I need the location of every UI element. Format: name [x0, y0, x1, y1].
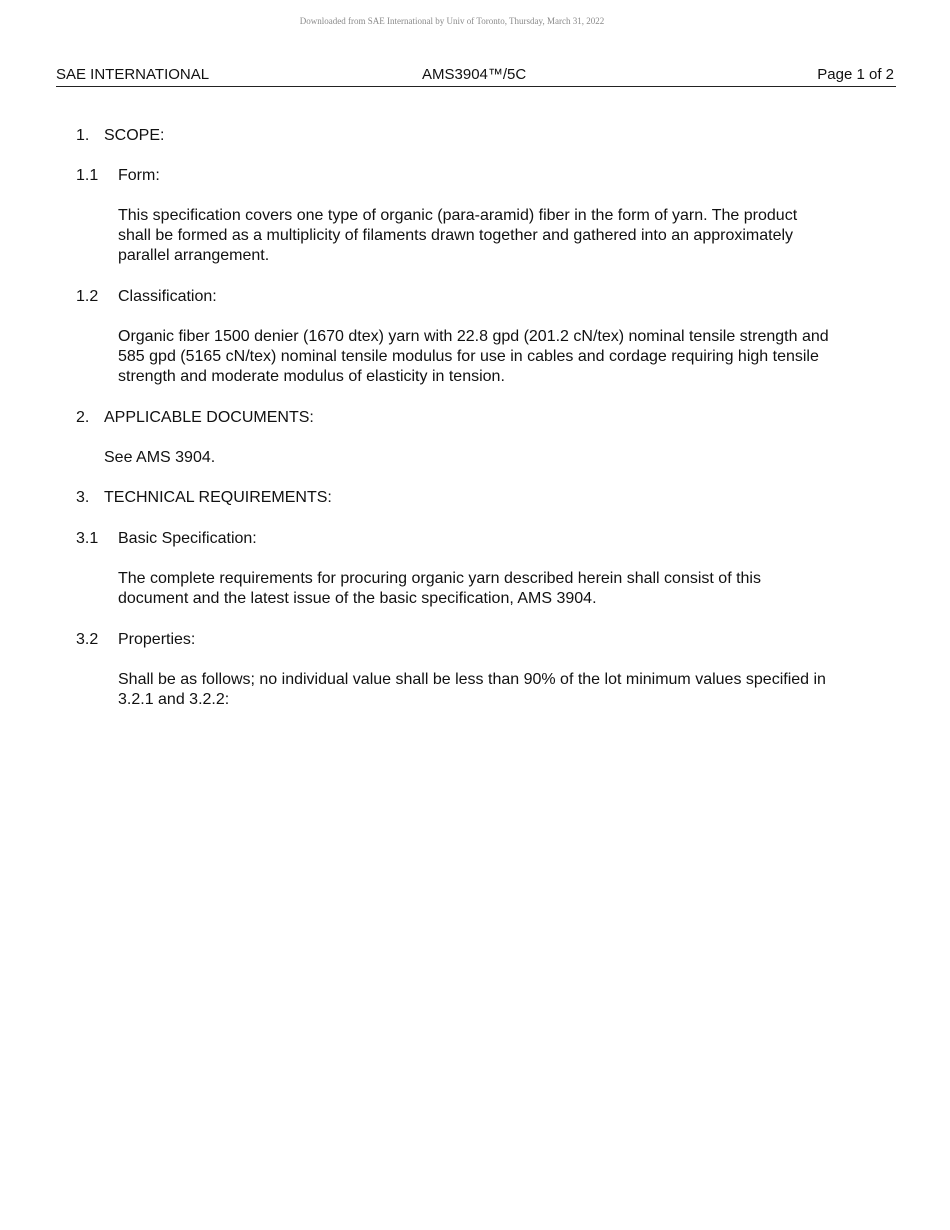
subsection-heading — [76, 166, 876, 186]
paragraph-line: See AMS 3904. — [104, 449, 216, 466]
section-number: 2. — [76, 409, 90, 426]
subsection-title: Classification: — [118, 288, 217, 305]
subsection-number: 1.1 — [76, 167, 99, 184]
section-heading — [76, 488, 876, 508]
header-organization: SAE INTERNATIONAL — [56, 66, 210, 83]
paragraph-line: parallel arrangement. — [118, 247, 270, 264]
header-page-number: Page 1 of 2 — [817, 66, 894, 83]
basic-specification-paragraph — [118, 569, 878, 609]
paragraph-line: document and the latest issue of the basic specification, AMS 3904. — [118, 590, 597, 607]
section-title: SCOPE: — [104, 127, 165, 144]
subsection-heading — [76, 630, 876, 650]
subsection-title: Form: — [118, 167, 160, 184]
subsection-heading — [76, 287, 876, 307]
paragraph-line: strength and moderate modulus of elasticity in tension. — [118, 368, 505, 385]
header-document-id: AMS3904™/5C — [422, 66, 527, 83]
form-paragraph — [118, 206, 878, 266]
paragraph-line: Shall be as follows; no individual value shall be less than 90% of the lot minimum values specified in — [118, 671, 826, 688]
applicable-documents-paragraph — [104, 448, 864, 468]
paragraph-line: The complete requirements for procuring organic yarn described herein shall consist of this — [118, 570, 761, 587]
subsection-title: Properties: — [118, 631, 196, 648]
document-body — [76, 126, 876, 710]
section-heading — [76, 126, 876, 146]
section-title: APPLICABLE DOCUMENTS: — [104, 409, 314, 426]
classification-paragraph — [118, 327, 878, 387]
download-watermark: Downloaded from SAE International by Univ of Toronto, Thursday, March 31, 2022 — [299, 16, 605, 26]
subsection-number: 3.2 — [76, 631, 99, 648]
section-number: 3. — [76, 489, 90, 506]
section-heading — [76, 408, 876, 428]
page-header — [56, 66, 896, 87]
subsection-title: Basic Specification: — [118, 530, 257, 547]
paragraph-line: 585 gpd (5165 cN/tex) nominal tensile modulus for use in cables and cordage requiring high tensile — [118, 348, 819, 365]
paragraph-line: 3.2.1 and 3.2.2: — [118, 691, 230, 708]
paragraph-line: This specification covers one type of organic (para-aramid) fiber in the form of yarn. The product — [118, 207, 798, 224]
subsection-heading — [76, 529, 876, 549]
paragraph-line: shall be formed as a multiplicity of filaments drawn together and gathered into an approximately — [118, 227, 794, 244]
properties-paragraph — [118, 670, 878, 710]
section-title: TECHNICAL REQUIREMENTS: — [104, 489, 332, 506]
subsection-number: 3.1 — [76, 530, 99, 547]
section-number: 1. — [76, 127, 90, 144]
paragraph-line: Organic fiber 1500 denier (1670 dtex) yarn with 22.8 gpd (201.2 cN/tex) nominal tensile strength and — [118, 328, 829, 345]
subsection-number: 1.2 — [76, 288, 99, 305]
